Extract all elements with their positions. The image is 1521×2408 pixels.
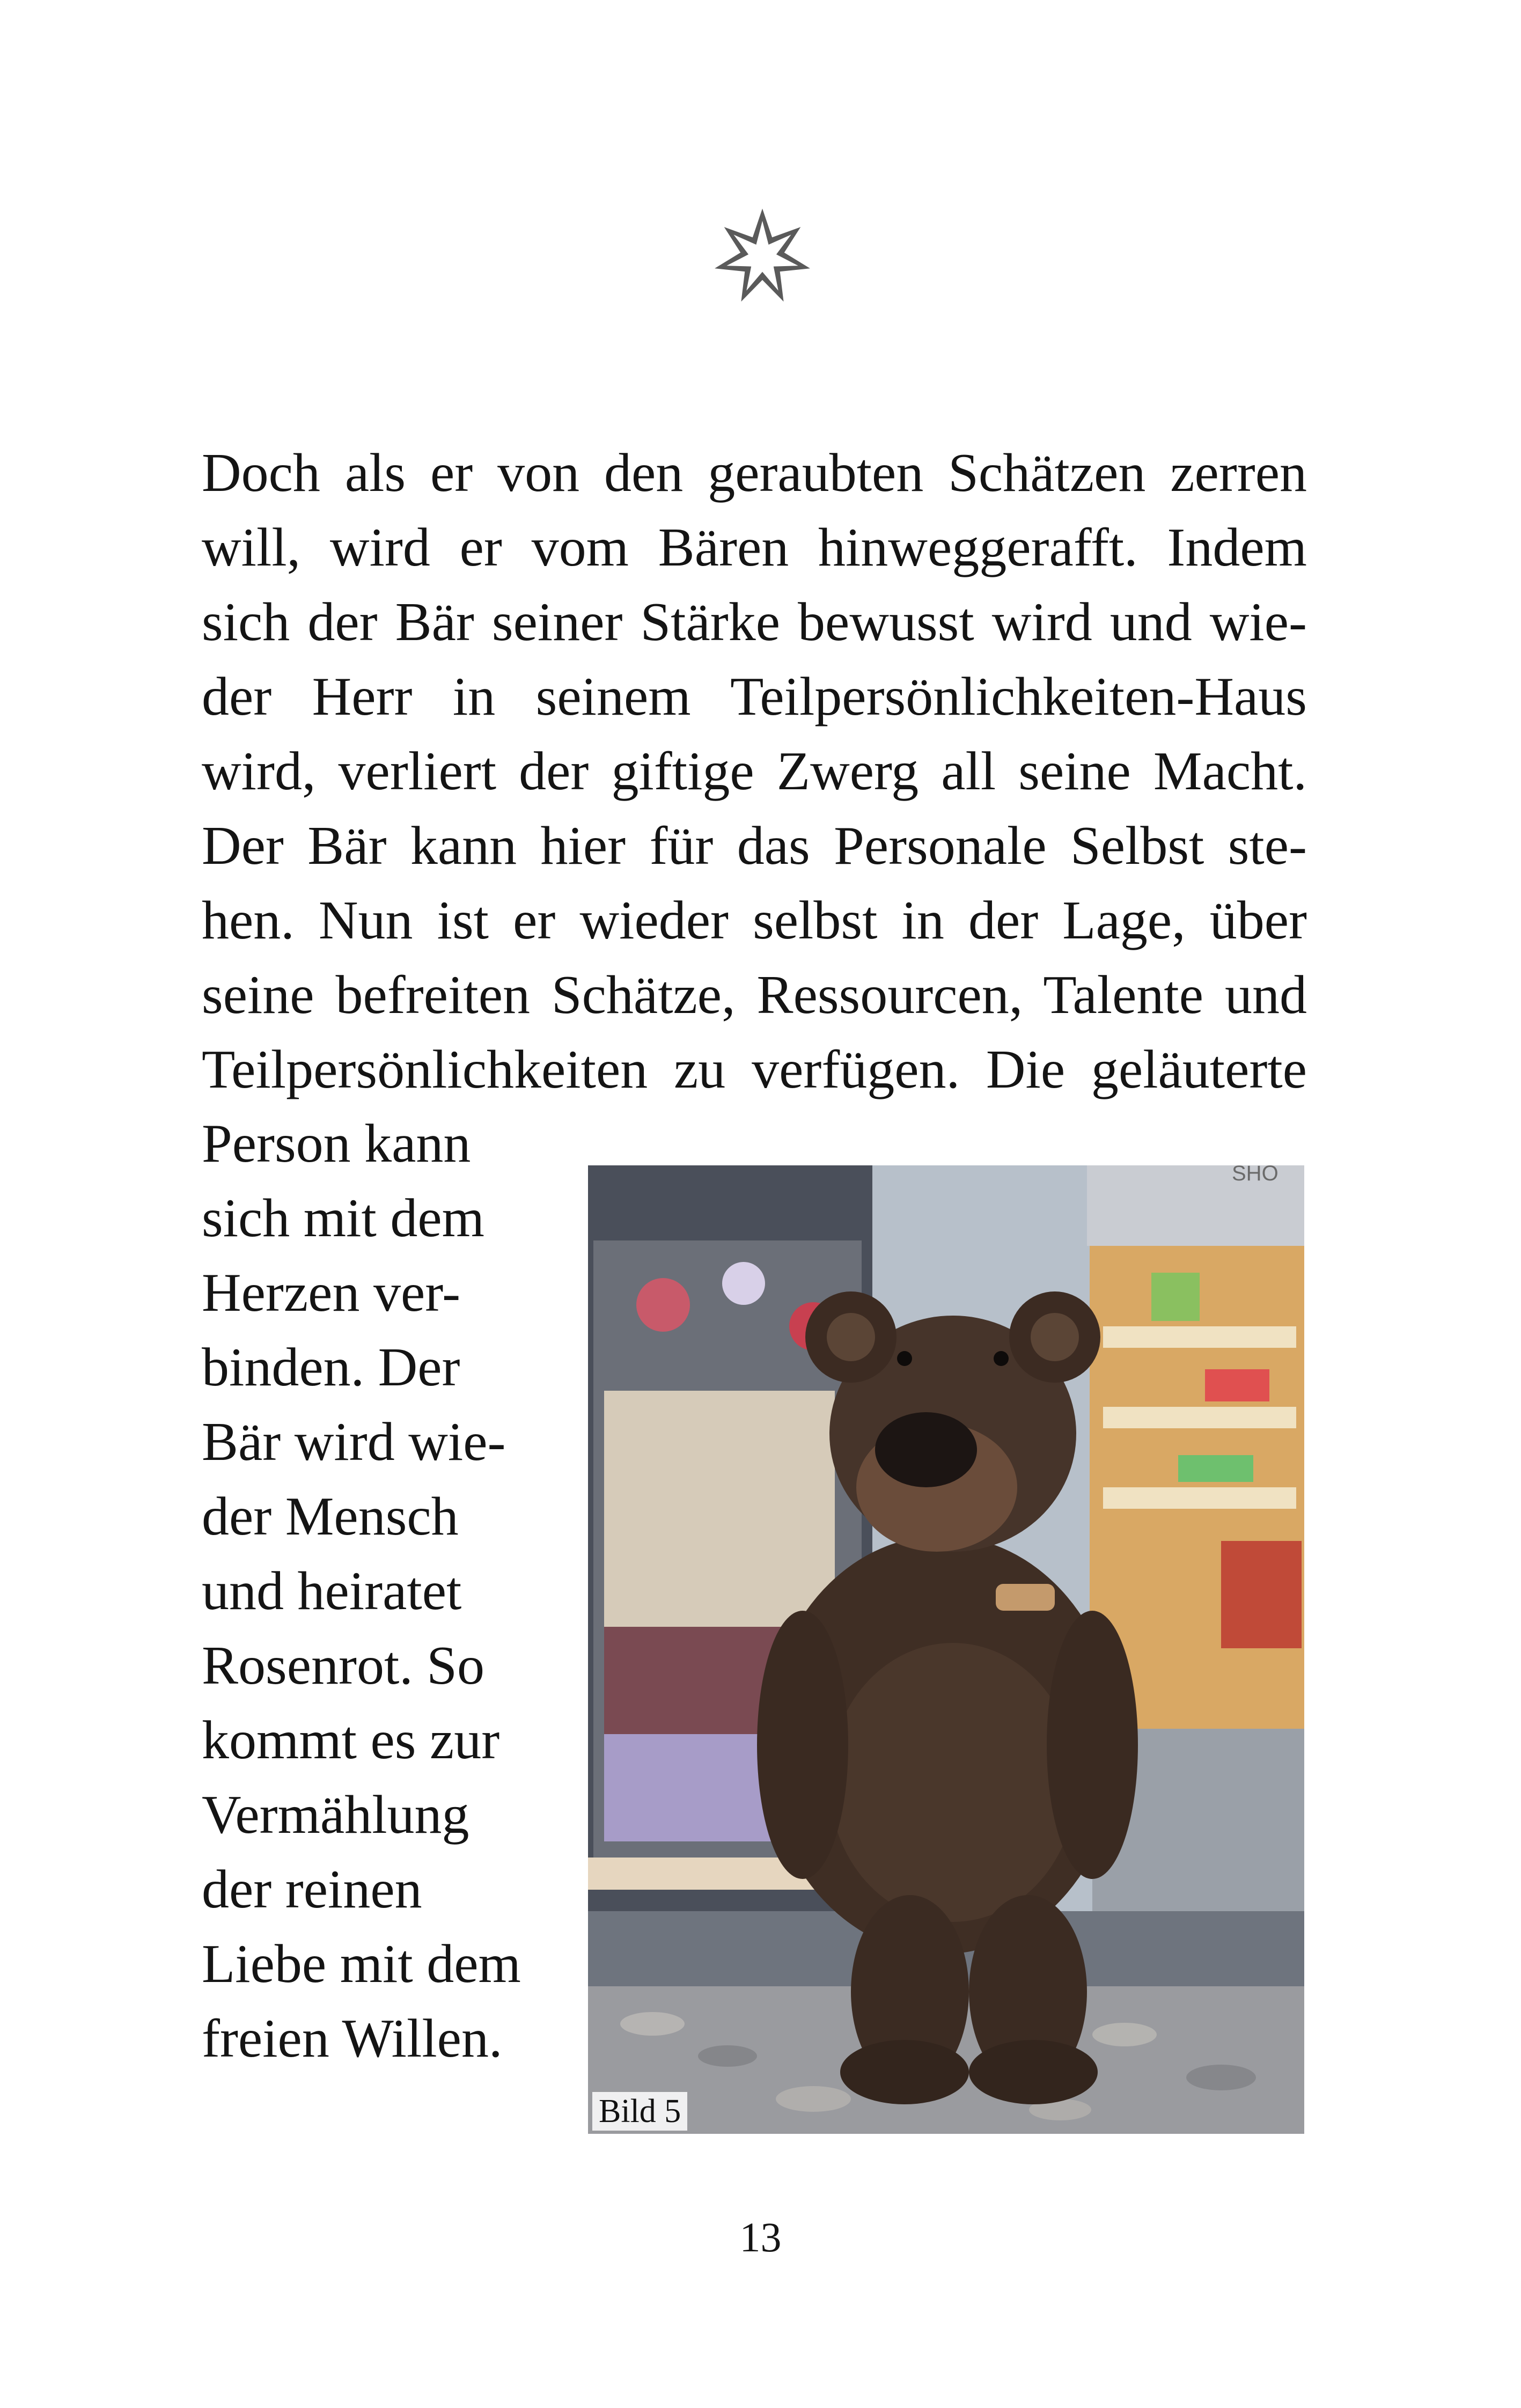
text-line: der Herr in seinem Teilpersönlichkeiten-Haus <box>202 666 1307 727</box>
page-number: 13 <box>739 2214 782 2260</box>
text-line: Herzen ver- <box>202 1262 461 1323</box>
text-line: Teilpersönlichkeiten zu verfügen. Die geläuterte <box>202 1039 1307 1100</box>
body-paragraph-narrow-column <box>202 1106 556 2076</box>
text-line: kommt es zur <box>202 1710 500 1771</box>
text-line: seine befreiten Schätze, Ressourcen, Talente und <box>202 965 1307 1025</box>
teddy-bear-photo <box>588 1165 1304 2134</box>
text-line: der reinen <box>202 1859 422 1920</box>
text-line: binden. Der <box>202 1337 460 1398</box>
shop-sign-text: SHO <box>1232 1165 1278 1185</box>
text-line: Person kann <box>202 1113 471 1174</box>
body-paragraph <box>202 436 1307 1107</box>
text-line: Liebe mit dem <box>202 1934 521 1994</box>
text-line: Bär wird wie- <box>202 1412 506 1472</box>
text-line: sich der Bär seiner Stärke bewusst wird und wie- <box>202 592 1307 652</box>
text-line: der Mensch <box>202 1486 459 1547</box>
seven-point-star-icon <box>711 207 813 309</box>
text-line: Doch als er von den geraubten Schätzen zerren <box>202 443 1307 503</box>
text-line: wird, verliert der giftige Zwerg all seine Macht. <box>202 741 1307 802</box>
figure-caption: Bild 5 <box>592 2092 687 2131</box>
text-line: sich mit dem <box>202 1188 484 1249</box>
text-line: freien Willen. <box>202 2008 503 2069</box>
text-line: und heiratet <box>202 1561 462 1621</box>
text-line: Der Bär kann hier für das Personale Selbst ste- <box>202 816 1307 876</box>
text-line: will, wird er vom Bären hinweggerafft. Indem <box>202 517 1307 578</box>
text-line: Rosenrot. So <box>202 1635 485 1696</box>
text-line: Vermählung <box>202 1785 469 1845</box>
text-line: hen. Nun ist er wieder selbst in der Lage, über <box>202 890 1307 951</box>
